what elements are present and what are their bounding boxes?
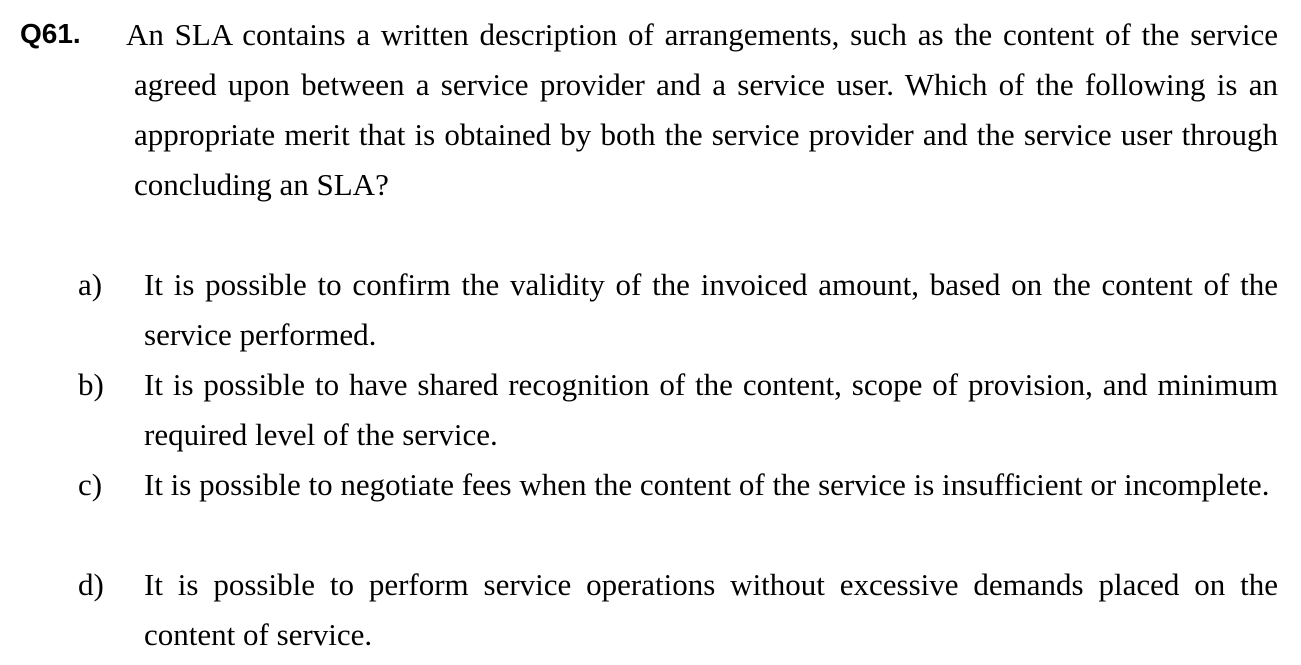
question-number: Q61. [20,18,81,49]
option-text: It is possible to negotiate fees when the content of the service is insufficient or incomplete. [144,467,1270,502]
option-text: It is possible to confirm the validity of the invoiced amount, based on the content of the service performed. [144,267,1278,352]
option-letter: c) [78,467,103,502]
option-a [0,260,1301,360]
option-text: It is possible to have shared recognition of the content, scope of provision, and minimum required level of the service. [144,367,1278,452]
question-stem: An SLA contains a written description of arrangements, such as the content of the service agreed upon between a service provider and a service user. Which of the following is an appropriate merit that is obtained by both the service provider and the service user through concluding an SLA? [126,17,1278,202]
answer-options [0,260,1301,660]
option-d [0,560,1301,660]
option-letter: a) [78,267,103,302]
option-b [0,360,1301,460]
option-text: It is possible to perform service operations without excessive demands placed on the content of service. [144,567,1278,652]
option-c [0,460,1301,560]
option-letter: b) [78,367,104,402]
option-letter: d) [78,567,104,602]
